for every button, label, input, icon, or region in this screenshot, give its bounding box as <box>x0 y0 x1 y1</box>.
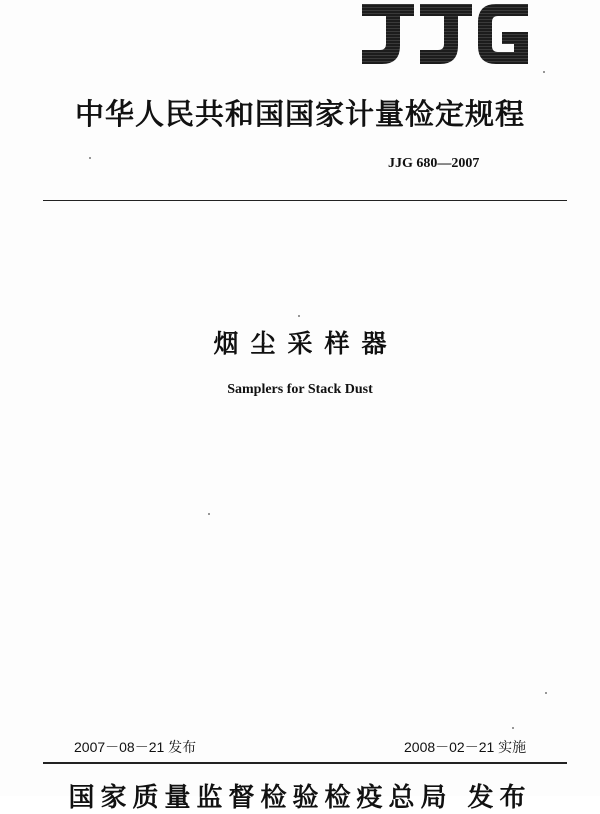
issue-date: 2007－08－21 发布 <box>74 739 197 755</box>
scan-speck <box>545 692 547 694</box>
top-divider <box>43 200 567 201</box>
scan-speck <box>298 315 300 317</box>
bottom-divider <box>43 762 567 764</box>
publisher-line: 国家质量监督检验检疫总局 发布 <box>68 783 532 813</box>
jjg-logo <box>358 2 534 66</box>
scan-speck <box>89 157 91 159</box>
standard-code: JJG 680—2007 <box>388 156 480 171</box>
document-title-en: Samplers for Stack Dust <box>227 382 373 397</box>
scan-speck <box>543 71 545 73</box>
scan-speck <box>512 727 514 729</box>
document-title-cn: 烟尘采样器 <box>213 329 399 358</box>
scan-speck <box>208 513 210 515</box>
implementation-date: 2008－02－21 实施 <box>404 739 527 755</box>
masthead-title: 中华人民共和国国家计量检定规程 <box>74 97 525 131</box>
